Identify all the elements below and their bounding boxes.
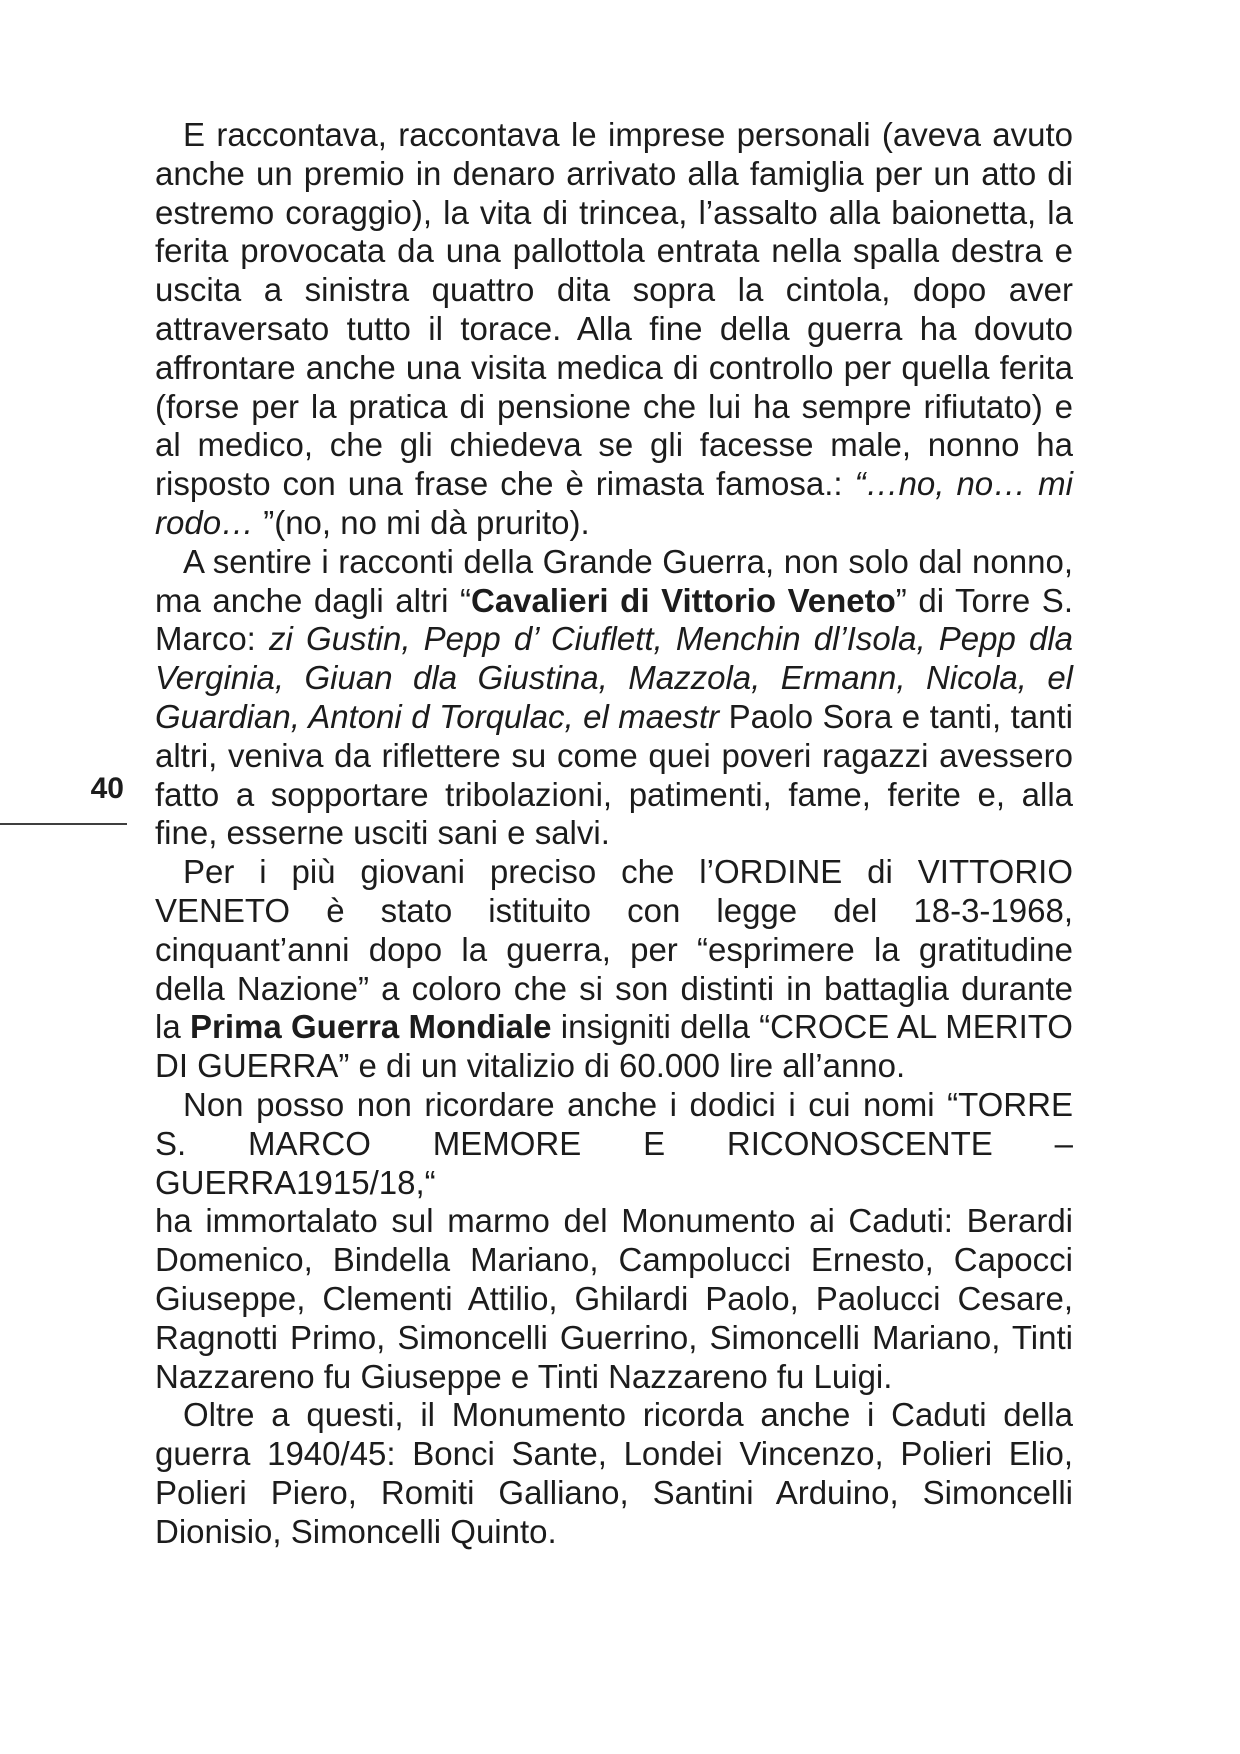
page-number: 40	[90, 772, 124, 805]
text-run: Per i più giovani preciso che l’ORDINE di VITTORIO VENETO è stato istituito con legge del 18-3-1968, cinquant’anni dopo la guerra, per “esprimere la gratitudine della Nazione” a coloro che si son distinti in battaglia durante la	[155, 853, 1073, 1046]
text-run: Paolo Sora e tanti, tanti altri, veniva da riflettere su come quei poveri ragazzi avessero fatto a sopportare tribolazioni, patimenti, fame, ferite e, alla fine, esserne usciti sani e salvi.	[155, 697, 1073, 852]
text-run: ha immortalato sul marmo del Monumento ai Caduti: Berardi Domenico, Bindella Mariano, Campolucci Ernesto, Capocci Giuseppe, Clementi Attilio, Ghilardi Paolo, Paolucci Cesare, Ragnotti Primo, Simoncelli Guerrino, Simoncelli Mariano, Tinti Nazzareno fu Giuseppe e Tinti Nazzareno fu Luigi.	[155, 1202, 1073, 1395]
page-number-rule	[0, 823, 127, 825]
text-run: ”(no, no mi dà prurito).	[263, 503, 590, 541]
paragraph-cavalieri	[155, 543, 1073, 853]
text-run: A sentire i racconti della Grande Guerra, non solo dal nonno, ma anche dagli altri “	[155, 542, 1073, 619]
page-number-block	[0, 774, 127, 825]
text-run: Oltre a questi, il Monumento ricorda anche i Caduti della guerra 1940/45: Bonci Sante, Londei Vincenzo, Polieri Elio, Polieri Piero, Romiti Galliano, Santini Arduino, Simoncelli Dionisio, Simoncelli Quinto.	[155, 1396, 1073, 1550]
text-run: E raccontava, raccontava le imprese personali (aveva avuto anche un premio in denaro arrivato alla famiglia per un atto di estremo coraggio), la vita di trincea, l’assalto alla baionetta, la ferita provocata da una pallottola entrata nella spalla destra e uscita a sinistra quattro dita sopra la cintola, dopo aver attraversato tutto il torace. Alla fine della guerra ha dovuto affrontare anche una visita medica di controllo per quella ferita (forse per la pratica di pensione che lui ha sempre rifiutato) e al medico, che gli chiedeva se gli facesse male, nonno ha risposto con una frase che è rimasta famosa.:	[155, 116, 1073, 503]
paragraph-ordine-vittorio-veneto	[155, 853, 1073, 1086]
body-text	[155, 116, 1073, 1551]
text-run: ” di Torre S. Marco:	[155, 581, 1073, 658]
text-run-nicknames-italic: zi Gustin, Pepp d’ Ciuflett, Menchin dl’Isola, Pepp dla Verginia, Giuan dla Giustina, Mazzola, Ermann, Nicola, el Guardian, Antoni d Torqulac, el maestr	[155, 620, 1073, 735]
text-run-cavalieri-bold: Cavalieri di Vittorio Veneto	[471, 581, 896, 619]
paragraph-war-stories	[155, 116, 1073, 543]
paragraph-monument-inscription	[155, 1086, 1073, 1202]
text-run: insigniti della “CROCE AL MERITO DI GUERRA” e di un vitalizio di 60.000 lire all’anno.	[155, 1008, 1073, 1085]
text-run-quote-dialect: “…no, no… mi rodo…	[155, 465, 1073, 541]
text-run: Non posso non ricordare anche i dodici i cui nomi “TORRE S. MARCO MEMORE E RICONOSCENTE –GUERRA1915/18,“	[155, 1085, 1073, 1201]
paragraph-fallen-1915-18	[155, 1202, 1073, 1396]
text-run-prima-guerra-bold: Prima Guerra Mondiale	[189, 1008, 552, 1046]
paragraph-fallen-1940-45	[155, 1396, 1073, 1551]
